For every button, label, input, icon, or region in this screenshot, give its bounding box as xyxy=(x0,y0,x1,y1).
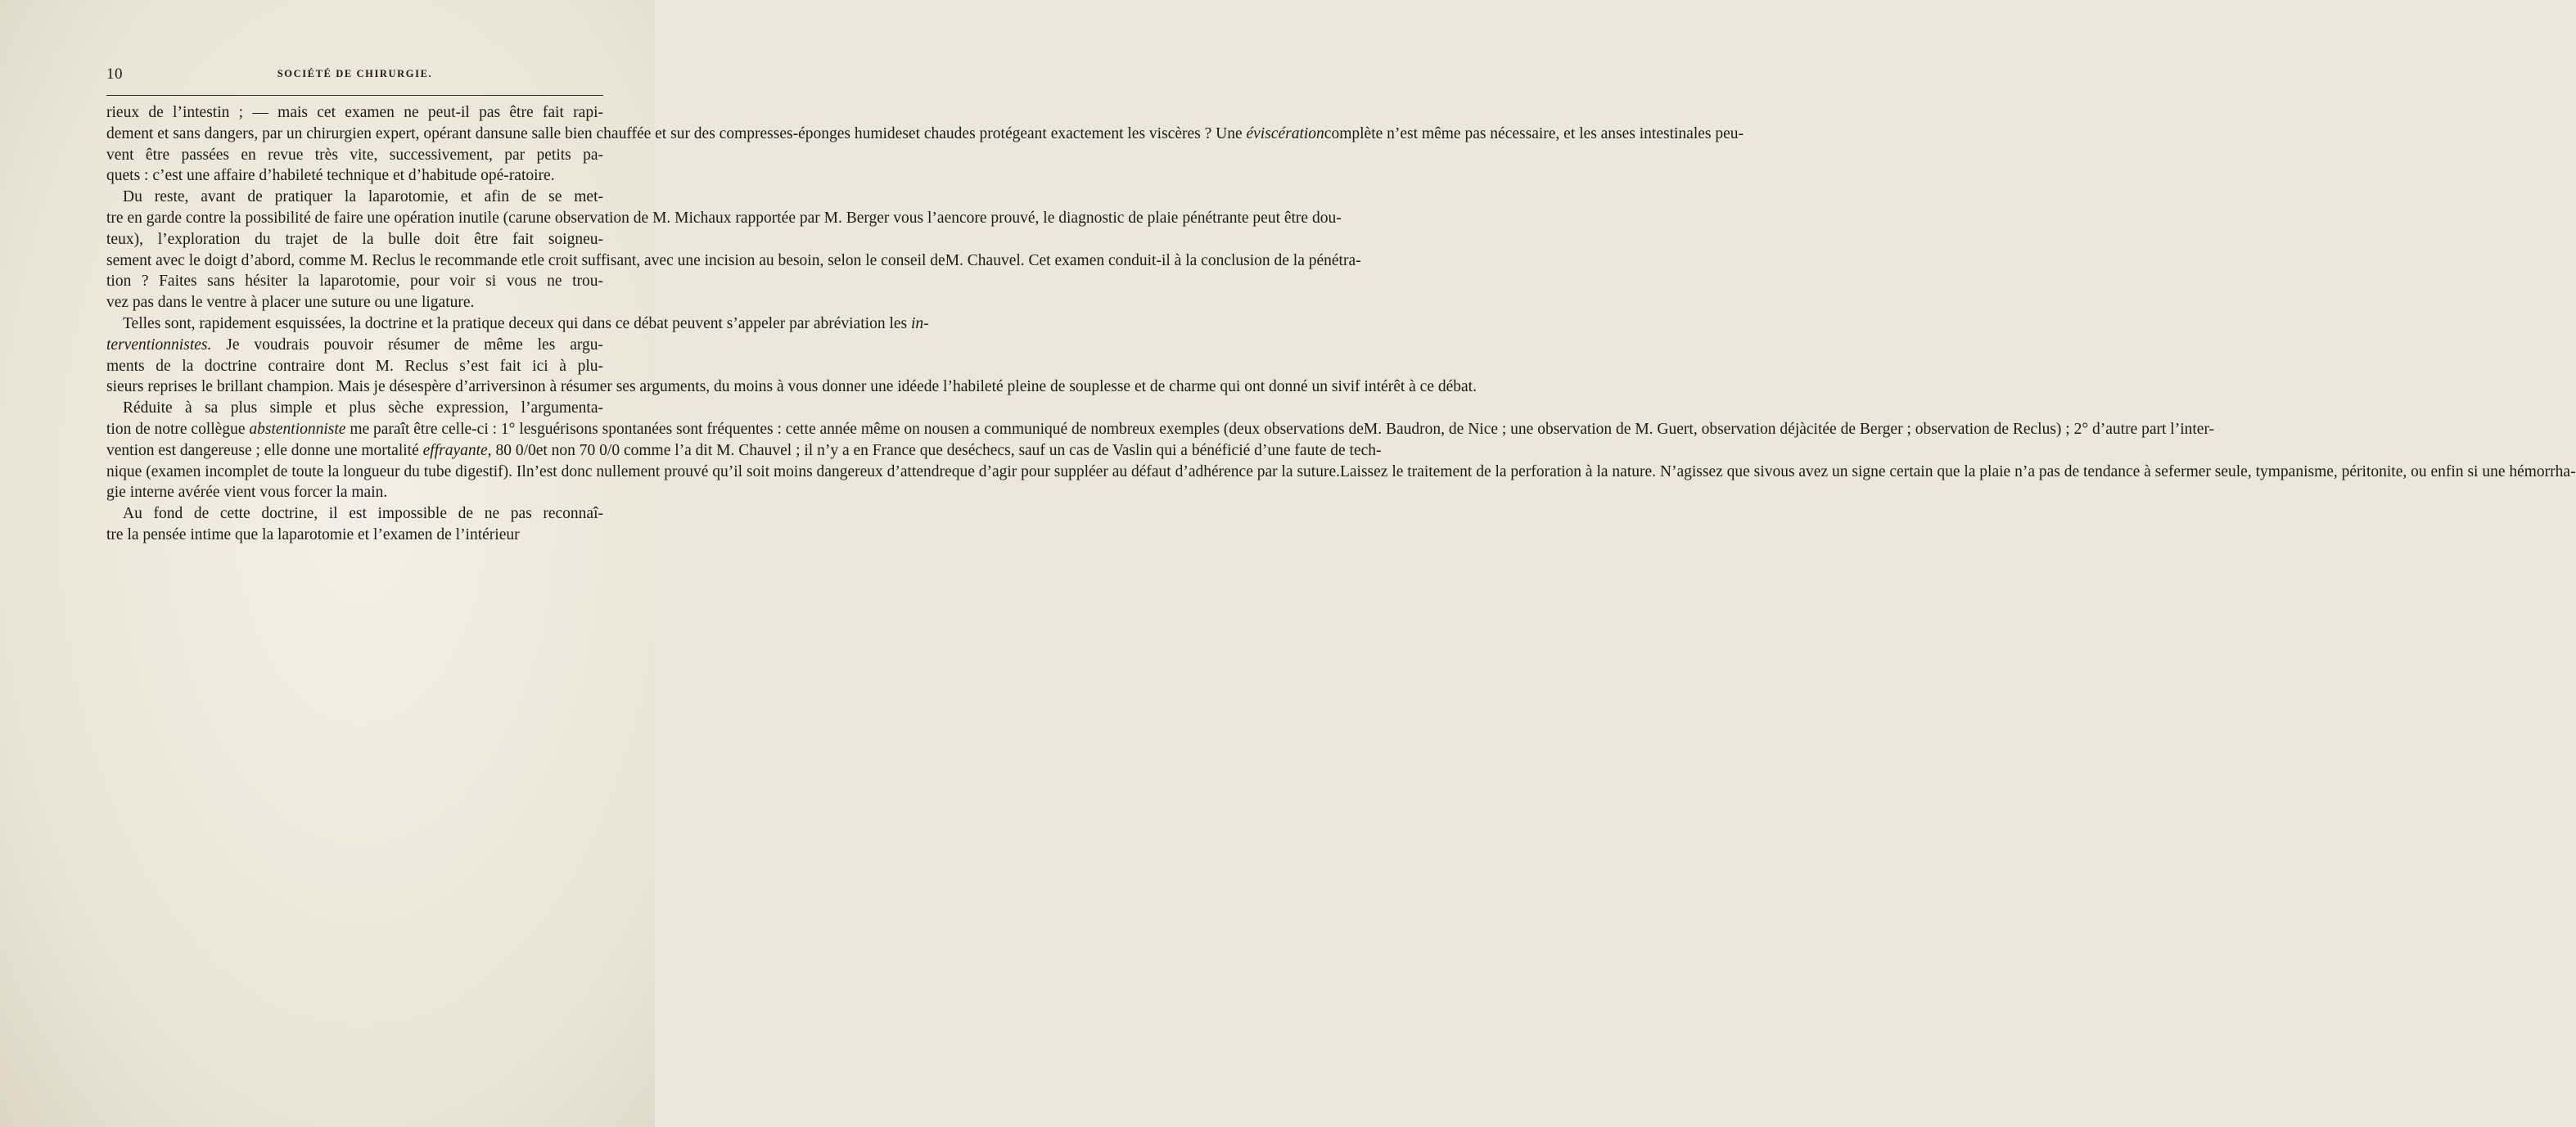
text-line: vez pas dans le ventre à placer une suture ou une ligature. xyxy=(106,294,475,312)
text-line: ceux qui dans ce débat peuvent s’appeler par abréviation les in- xyxy=(523,314,929,332)
text-line: échecs, sauf un cas de Vaslin qui a bénéficié d’une faute de tech- xyxy=(968,441,1382,459)
text-line: sement avec le doigt d’abord, comme M. Reclus le recommande et xyxy=(106,251,533,269)
text-line: vent être passées en revue très vite, successivement, par petits pa- xyxy=(106,146,603,164)
body-text xyxy=(106,102,2576,546)
text-line: et chaudes protégeant exactement les viscères ? Une éviscération xyxy=(908,124,1324,142)
text-line: fermer seule, tympanisme, péritonite, ou enfin si une hémorrha- xyxy=(2168,462,2576,480)
text-line: M. Chauvel. Cet examen conduit-il à la conclusion de la pénétra- xyxy=(945,251,1361,269)
text-line: une observation de M. Michaux rapportée par M. Berger vous l’a xyxy=(527,209,945,227)
text-line: Du reste, avant de pratiquer la laparotomie, et afin de se met- xyxy=(123,188,603,206)
text-line: ratoire. xyxy=(508,167,555,185)
text-line: M. Baudron, de Nice ; une observation de M. Guert, observation déjà xyxy=(1363,420,1807,438)
text-line: n’est donc nullement prouvé qu’il soit moins dangereux d’attendre xyxy=(526,462,952,480)
text-line: complète n’est même pas nécessaire, et les anses intestinales peu- xyxy=(1324,124,1744,142)
text-line: ments de la doctrine contraire dont M. Reclus s’est fait ici à plu- xyxy=(106,357,603,375)
text-line: de l’habileté pleine de souplesse et de charme qui ont donné un si xyxy=(923,378,1342,396)
header-rule xyxy=(106,95,603,96)
text-line: dement et sans dangers, par un chirurgien expert, opérant dans xyxy=(106,124,505,142)
text-line: rieux de l’intestin ; — mais cet examen ne peut-il pas être fait rapi- xyxy=(106,104,603,121)
text-line: que d’agir pour suppléer au défaut d’adhérence par la suture. xyxy=(951,462,1340,480)
text-line: le croit suffisant, avec une incision au besoin, selon le conseil de xyxy=(532,251,945,269)
text-line: encore prouvé, le diagnostic de plaie pénétrante peut être dou- xyxy=(944,209,1342,227)
text-line: tion de notre collègue abstentionniste me paraît être celle-ci : 1° les xyxy=(106,420,537,438)
paragraph xyxy=(106,187,1361,313)
text-line: vention est dangereuse ; elle donne une mortalité effrayante, 80 0/0 xyxy=(106,441,536,459)
text-line: tre en garde contre la possibilité de faire une opération inutile (car xyxy=(106,209,528,227)
text-line: guérisons spontanées sont fréquentes : cette année même on nous xyxy=(537,420,954,438)
text-line: vous avez un signe certain que la plaie n’a pas de tendance à se xyxy=(1764,462,2168,480)
text-line: Réduite à sa plus simple et plus sèche expression, l’argumenta- xyxy=(123,399,603,417)
text-line: une salle bien chauffée et sur des compresses-éponges humides xyxy=(504,124,909,142)
page-header xyxy=(106,65,603,85)
paragraph xyxy=(106,102,1744,187)
text-line: en a communiqué de nombreux exemples (deux observations de xyxy=(954,420,1364,438)
text-line: sinon à résumer ses arguments, du moins à vous donner une idée xyxy=(511,378,924,396)
running-head: SOCIÉTÉ DE CHIRURGIE. xyxy=(277,68,433,79)
text-line: et non 70 0/0 comme l’a dit M. Chauvel ; il n’y a en France que des xyxy=(535,441,968,459)
text-line: teux), l’exploration du trajet de la bulle doit être fait soigneu- xyxy=(106,230,603,248)
text-line: Telles sont, rapidement esquissées, la doctrine et la pratique de xyxy=(123,314,524,332)
text-line: Au fond de cette doctrine, il est impossible de ne pas reconnaî- xyxy=(123,505,603,523)
text-line: terventionnistes. Je voudrais pouvoir résumer de même les argu- xyxy=(106,336,603,354)
text-line: quets : c’est une affaire d’habileté technique et d’habitude opé- xyxy=(106,167,509,185)
text-line: sieurs reprises le brillant champion. Mais je désespère d’arriver xyxy=(106,378,512,396)
text-line: citée de Berger ; observation de Reclus) ; 2° d’autre part l’inter- xyxy=(1806,420,2215,438)
text-line: Laissez le traitement de la perforation à la nature. N’agissez que si xyxy=(1339,462,1765,480)
text-line: tre la pensée intime que la laparotomie et l’examen de l’intérieur xyxy=(106,525,520,543)
text-line: gie interne avérée vient vous forcer la main. xyxy=(106,484,388,502)
text-line: tion ? Faites sans hésiter la laparotomie, pour voir si vous ne trou- xyxy=(106,273,603,291)
paragraph xyxy=(106,398,2576,503)
text-line: nique (examen incomplet de toute la longueur du tube digestif). Il xyxy=(106,462,526,480)
paragraph xyxy=(106,503,603,546)
page-number: 10 xyxy=(106,65,123,83)
text-line: vif intérêt à ce débat. xyxy=(1342,378,1477,396)
paragraph xyxy=(106,313,1477,398)
